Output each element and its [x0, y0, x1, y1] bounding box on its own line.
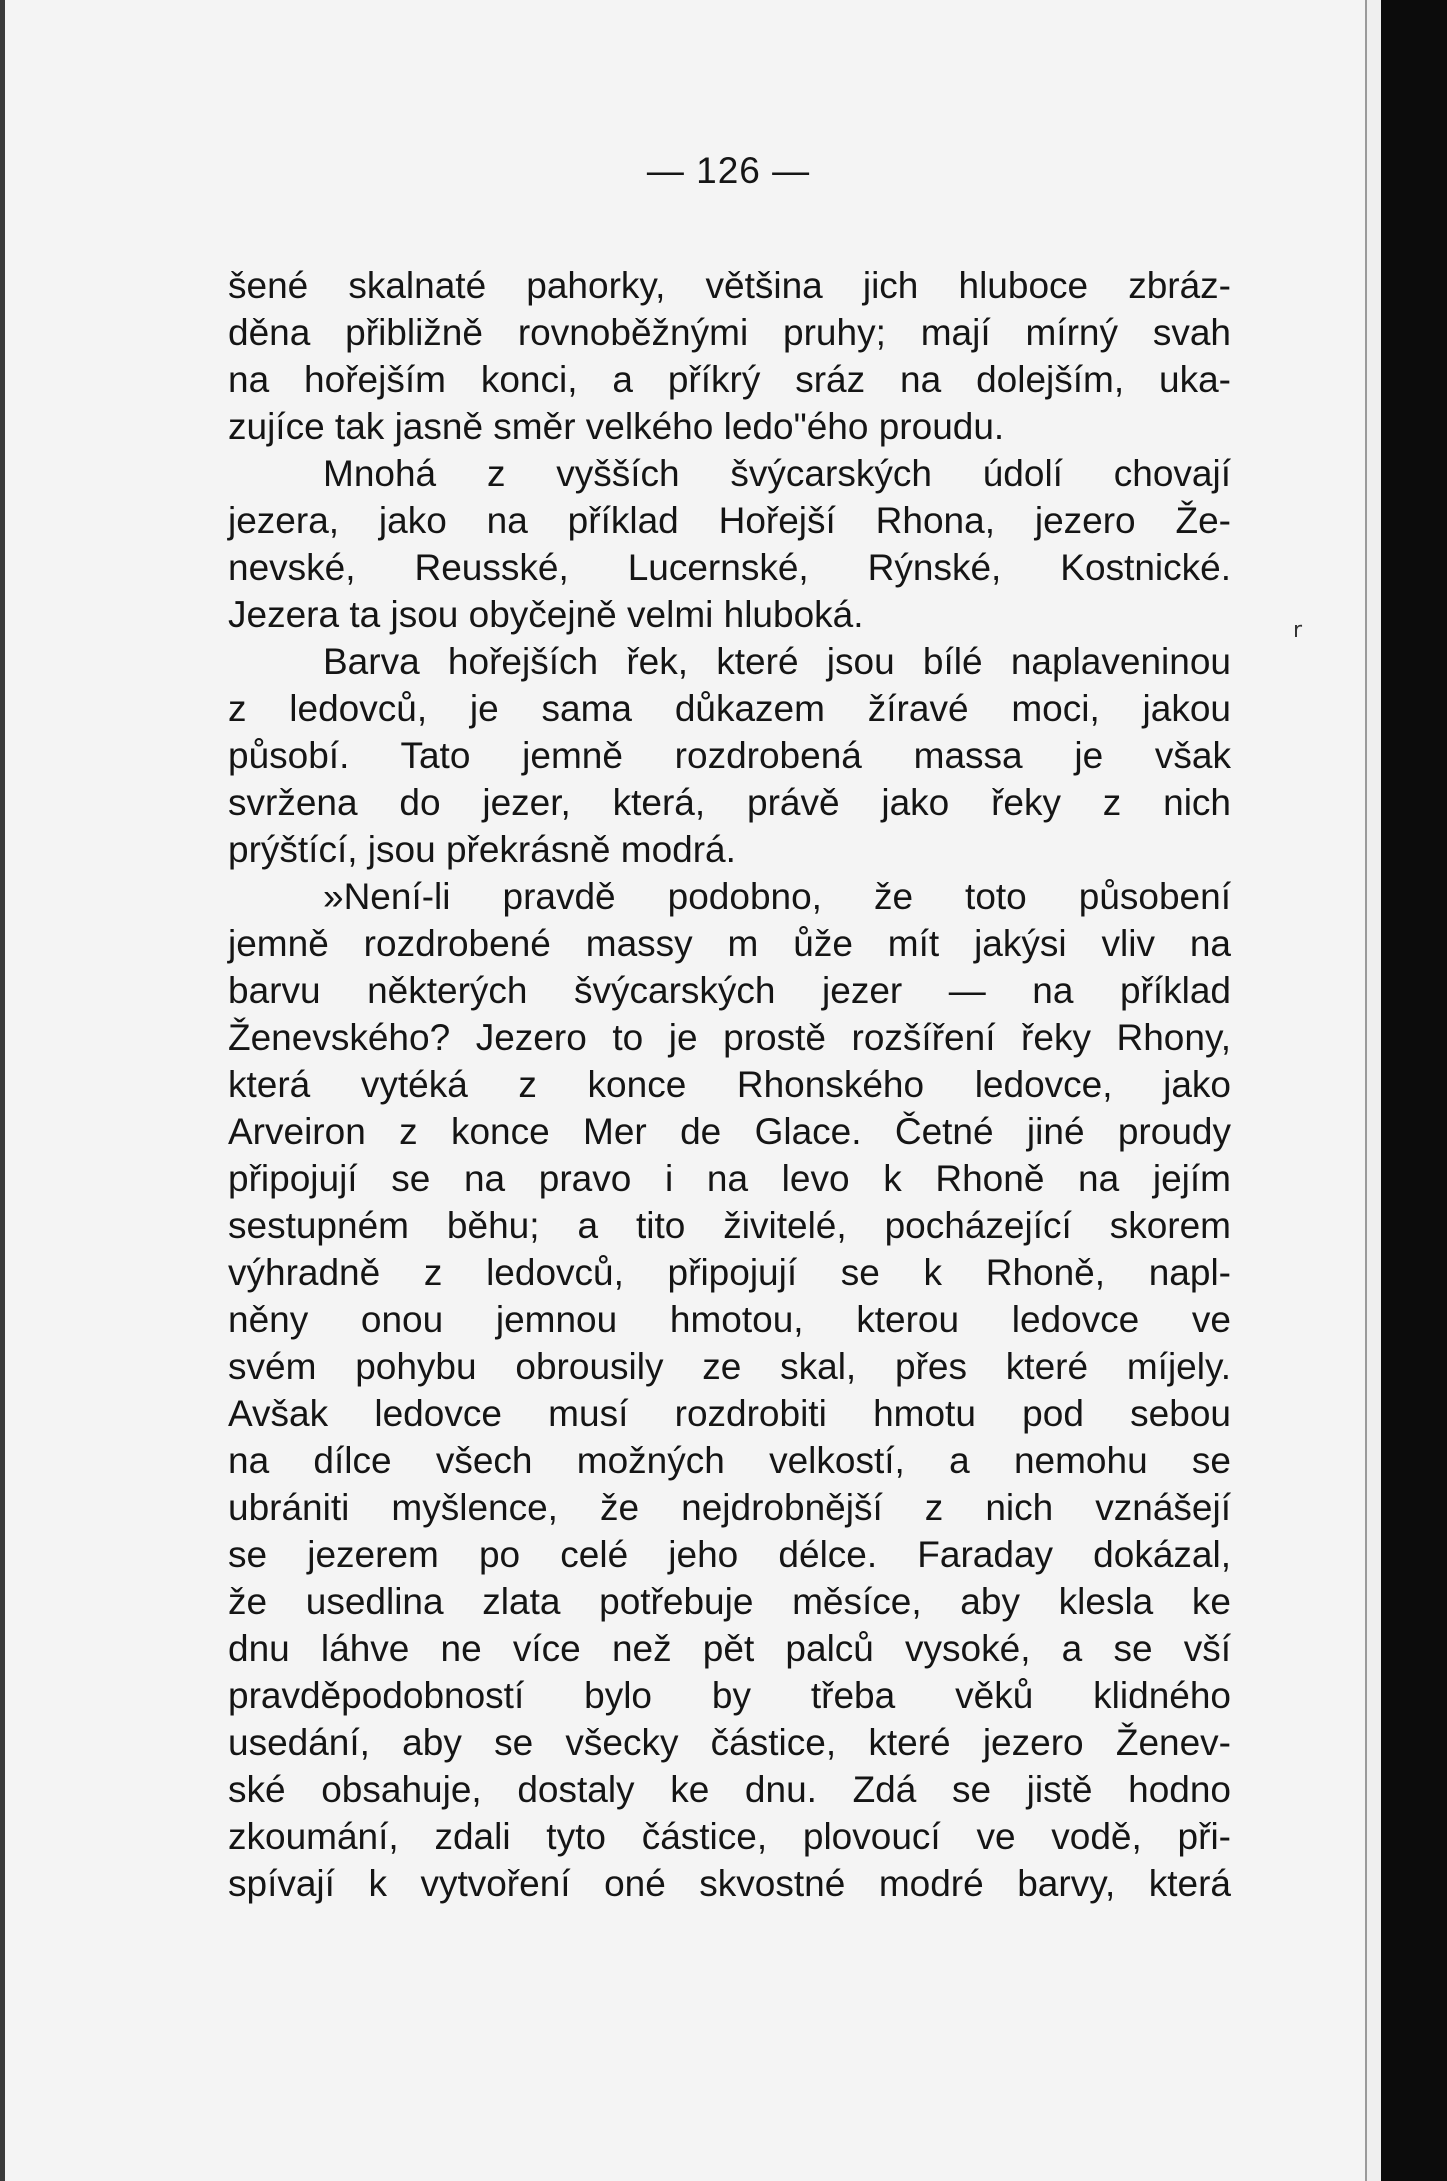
- text-line: se jezerem po celé jeho délce. Faraday dokázal,: [228, 1534, 1231, 1575]
- body-text: [228, 262, 1231, 1907]
- text-line: Barva hořejších řek, které jsou bílé naplaveninou: [323, 641, 1231, 682]
- text-line: zujíce tak jasně směr velkého ledo"ého proudu.: [228, 406, 1005, 447]
- text-line: ubrániti myšlence, že nejdrobnější z nich vznášejí: [228, 1487, 1231, 1528]
- text-line: Ženevského? Jezero to je prostě rozšíření řeky Rhony,: [228, 1017, 1231, 1058]
- text-line: sestupném běhu; a tito živitelé, pocházející skorem: [228, 1205, 1231, 1246]
- text-line: působí. Tato jemně rozdrobená massa je však: [228, 735, 1231, 776]
- text-line: usedání, aby se všecky částice, které jezero Ženev-: [228, 1722, 1231, 1763]
- text-line: »Není-li pravdě podobno, že toto působení: [323, 876, 1231, 917]
- text-line: barvu některých švýcarských jezer — na příklad: [228, 970, 1231, 1011]
- text-line: jemně rozdrobené massy m ůže mít jakýsi vliv na: [228, 923, 1231, 964]
- page-number: — 126 —: [646, 150, 811, 191]
- text-line: svém pohybu obrousily ze skal, přes které míjely.: [228, 1346, 1231, 1387]
- text-line: zkoumání, zdali tyto částice, plovoucí ve vodě, při-: [228, 1816, 1231, 1857]
- text-line: pravděpodobností bylo by třeba věků klidného: [228, 1675, 1231, 1716]
- text-line: Avšak ledovce musí rozdrobiti hmotu pod sebou: [228, 1393, 1231, 1434]
- text-line: na hořejším konci, a příkrý sráz na dolejším, uka-: [228, 359, 1231, 400]
- text-line: Mnohá z vyšších švýcarských údolí chovají: [323, 453, 1231, 494]
- text-line: ské obsahuje, dostaly ke dnu. Zdá se jistě hodno: [228, 1769, 1231, 1810]
- text-line: spívají k vytvoření oné skvostné modré barvy, která: [228, 1863, 1231, 1904]
- text-line: děna přibližně rovnoběžnými pruhy; mají mírný svah: [228, 312, 1231, 353]
- text-line: nevské, Reusské, Lucernské, Rýnské, Kostnické.: [228, 547, 1231, 588]
- text-line: šené skalnaté pahorky, většina jich hluboce zbráz-: [228, 265, 1231, 306]
- text-line: připojují se na pravo i na levo k Rhoně na jejím: [228, 1158, 1231, 1199]
- text-line: něny onou jemnou hmotou, kterou ledovce ve: [228, 1299, 1231, 1340]
- text-line: dnu láhve ne více než pět palců vysoké, a se vší: [228, 1628, 1231, 1669]
- text-line: na dílce všech možných velkostí, a nemohu se: [228, 1440, 1231, 1481]
- text-line: že usedlina zlata potřebuje měsíce, aby klesla ke: [228, 1581, 1231, 1622]
- text-line: která vytéká z konce Rhonského ledovce, jako: [228, 1064, 1231, 1105]
- text-line: Jezera ta jsou obyčejně velmi hluboká.: [228, 594, 864, 635]
- text-line: z ledovců, je sama důkazem žíravé moci, jakou: [228, 688, 1231, 729]
- margin-speck: r: [1293, 618, 1303, 643]
- text-line: prýštící, jsou překrásně modrá.: [228, 829, 736, 870]
- scan-background: [1381, 0, 1447, 2181]
- text-line: svržena do jezer, která, právě jako řeky z nich: [228, 782, 1231, 823]
- text-line: Arveiron z konce Mer de Glace. Četné jiné proudy: [228, 1111, 1231, 1152]
- text-line: jezera, jako na příklad Hořejší Rhona, jezero Že-: [228, 500, 1231, 541]
- text-line: výhradně z ledovců, připojují se k Rhoně, napl-: [228, 1252, 1231, 1293]
